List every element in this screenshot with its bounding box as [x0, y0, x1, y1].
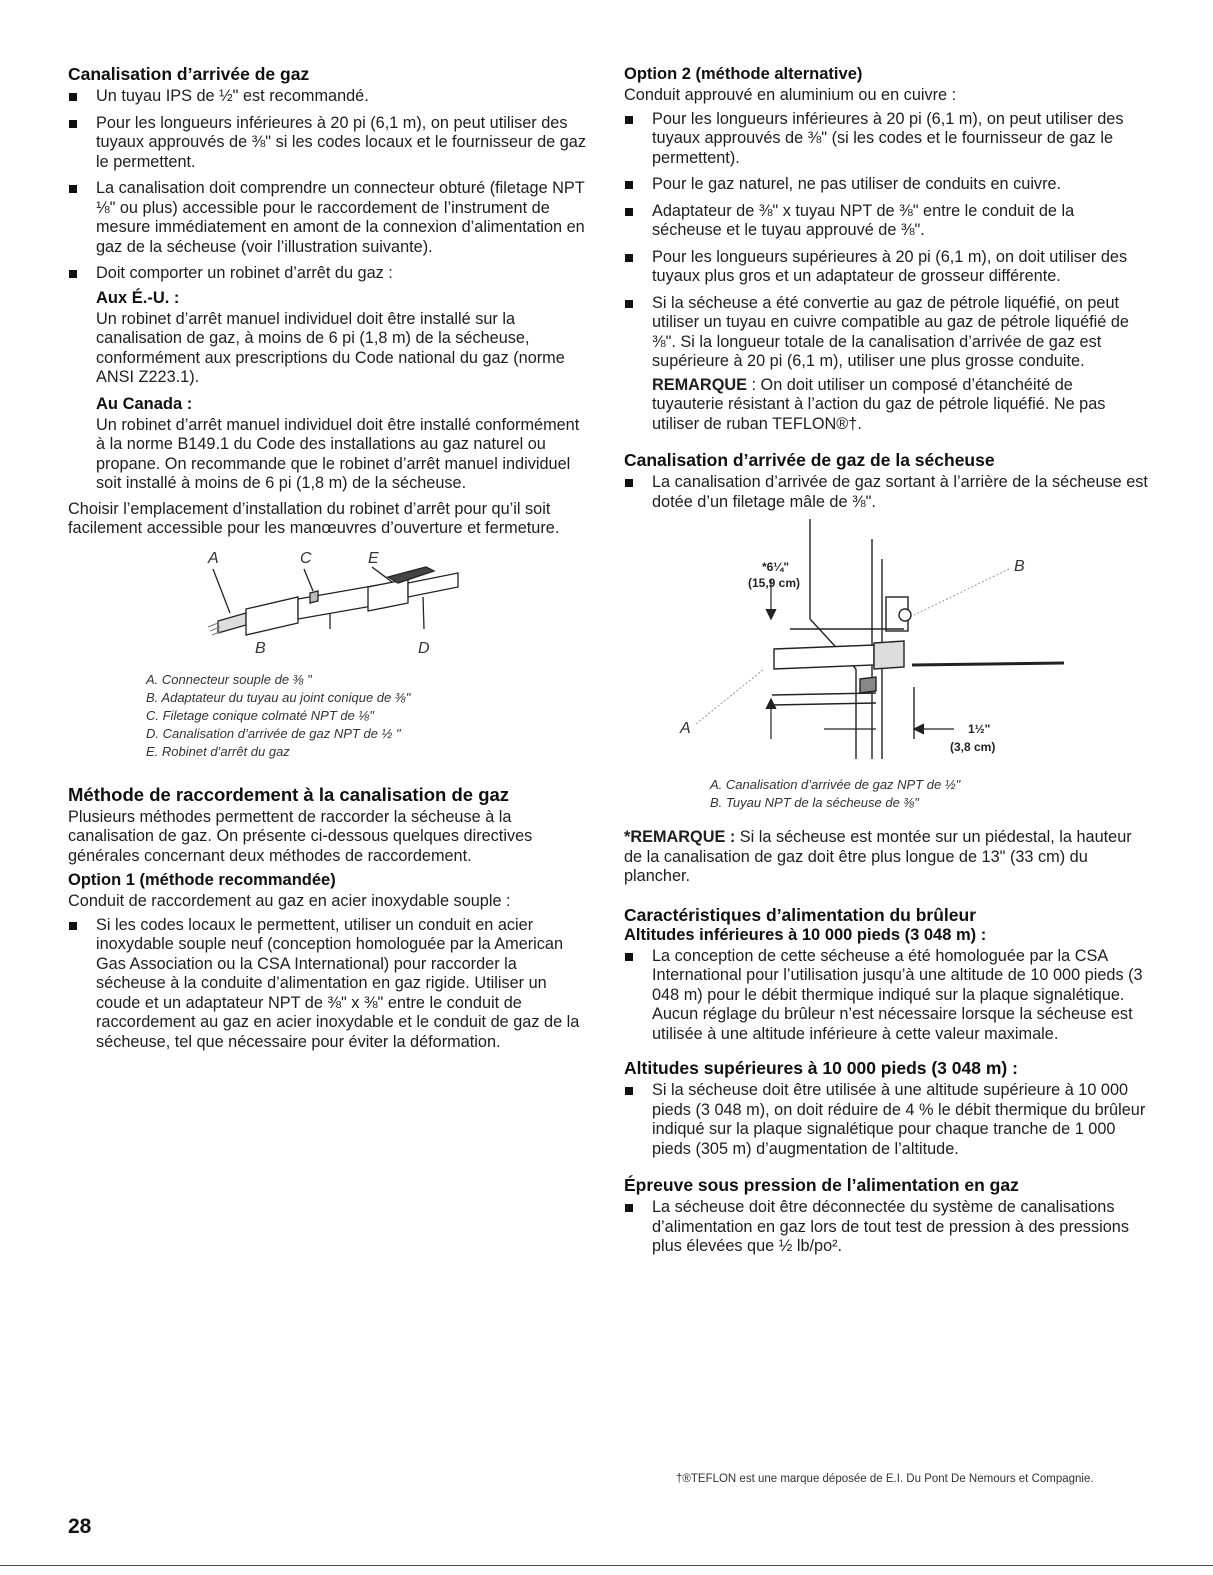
high-altitude-heading: Altitudes supérieures à 10 000 pieds (3 048 m) :	[624, 1058, 1018, 1078]
list-item: Pour les longueurs supérieures à 20 pi (6,1 m), on doit utiliser des tuyaux plus gros et un adaptateur de grosseur différente.	[624, 248, 1148, 287]
figure-label-e: E	[368, 549, 379, 567]
list-item: La conception de cette sécheuse a été homologuée par la CSA International pour l’utilisation jusqu’à une altitude de 10 000 pieds (3 048 m) pour le débit thermique indiqué sur la plaque signalétique. Aucun réglage du brûleur n’est nécessaire lorsque la sécheuse est utilisée à une altitude inférieure à cette valeur maximale.	[624, 947, 1148, 1045]
shutoff-valve-requirements	[68, 288, 588, 494]
remark-label: *REMARQUE :	[624, 828, 736, 846]
dryer-pipe-figure	[624, 519, 1148, 774]
caption: B. Tuyau NPT de la sécheuse de ⅜"	[710, 795, 919, 810]
valve-location-text: Choisir l’emplacement d’installation du robinet d’arrêt pour qu’il soit facilement accessible pour les manœuvres d’ouverture et fermeture.	[68, 499, 560, 537]
method-heading: Méthode de raccordement à la canalisation de gaz	[68, 783, 510, 805]
dim-top-label: *6¼"	[762, 560, 790, 574]
right-column	[624, 64, 1148, 1264]
page-number: 28	[68, 1515, 92, 1538]
figure-label-a: A	[680, 720, 691, 737]
figure-label-d: D	[418, 639, 430, 657]
burner-heading: Caractéristiques d’alimentation du brûleur	[624, 904, 977, 925]
canada-text: Un robinet d’arrêt manuel individuel doit être installé conformément à la norme B149.1 du Code des installations au gaz naturel ou propane. On recommande que le robinet d’arrêt manuel individuel soit installé à moins de 6 pi (1,8 m) de la sécheuse.	[96, 415, 580, 492]
pedestal-remark	[624, 828, 1148, 887]
remark-text: Si la sécheuse est montée sur un piédestal, la hauteur de la canalisation de gaz doit être plus longue de 13" (33 cm) du plancher.	[624, 828, 1132, 885]
caption: C. Filetage conique colmaté NPT de ⅛"	[146, 707, 374, 723]
gas-line-heading: Canalisation d’arrivée de gaz	[68, 64, 310, 84]
list-item: Si les codes locaux le permettent, utiliser un conduit en acier inoxydable souple neuf (conception homologuée par la American Gas Association ou la CSA International) pour raccorder la sécheuse à la conduite d’alimentation en gaz rigide. Utiliser un coude et un adaptateur NPT de ⅜" x ⅜" entre le conduit de raccordement au gaz en acier inoxydable et le conduit de gaz de la sécheuse, tel que nécessaire pour éviter la déformation.	[68, 916, 588, 1053]
bottom-rule	[0, 1565, 1213, 1566]
dim-bottom-label: 1½"	[968, 722, 991, 736]
left-column	[68, 64, 588, 1059]
note-label: REMARQUE	[652, 375, 747, 394]
canada-heading: Au Canada :	[96, 394, 193, 413]
list-item: Pour les longueurs inférieures à 20 pi (6,1 m), on peut utiliser des tuyaux approuvés de ⅜" si les codes locaux et le fournisseur de gaz le permettent.	[68, 114, 588, 173]
list-item: La sécheuse doit être déconnectée du système de canalisations d’alimentation en gaz lors de tout test de pression à des pressions plus élevées que ½ lb/po².	[624, 1198, 1148, 1257]
option1-intro: Conduit de raccordement au gaz en acier inoxydable souple :	[68, 892, 511, 910]
list-item: Si la sécheuse doit être utilisée à une altitude supérieure à 10 000 pieds (3 048 m), on doit réduire de 4 % le débit thermique du brûleur indiqué sur la plaque signalétique pour chaque tranche de 1 000 pieds (305 m) d’augmentation de l’altitude.	[624, 1081, 1148, 1159]
option2-heading: Option 2 (méthode alternative)	[624, 65, 863, 83]
dim-bottom-metric-label: (3,8 cm)	[950, 740, 996, 754]
dryer-line-heading: Canalisation d’arrivée de gaz de la sécheuse	[624, 450, 995, 470]
list-item: Si la sécheuse a été convertie au gaz de pétrole liquéfié, on peut utiliser un tuyau en cuivre compatible au gaz de pétrole liquéfié de ⅜". Si la longueur totale de la canalisation d’arrivée de gaz est supérieure à 20 pi (6,1 m), utiliser une plus grosse conduite.	[624, 294, 1148, 372]
list-item: Pour le gaz naturel, ne pas utiliser de conduits en cuivre.	[624, 175, 1148, 195]
caption: D. Canalisation d’arrivée de gaz NPT de ½ "	[146, 725, 401, 741]
teflon-footnote: †®TEFLON est une marque déposée de E.I. Du Pont De Nemours et Compagnie.	[676, 1473, 1094, 1485]
gas-line-list	[68, 87, 588, 284]
list-item: La canalisation doit comprendre un connecteur obturé (filetage NPT ⅛" ou plus) accessible pour le raccordement de l’instrument de mesure immédiatement en amont de la connexion d’alimentation en gaz de la sécheuse (voir l’illustration suivante).	[68, 179, 588, 257]
caption: A. Canalisation d’arrivée de gaz NPT de ½"	[710, 777, 961, 792]
us-text: Un robinet d’arrêt manuel individuel doit être installé sur la canalisation de gaz, à moins de 6 pi (1,8 m) de la sécheuse, conformément aux prescriptions du Code national du gaz (norme ANSI Z223.1).	[96, 309, 565, 386]
dim-top-metric-label: (15,9 cm)	[748, 576, 801, 590]
option1-list	[68, 916, 588, 1053]
method-intro: Plusieurs méthodes permettent de raccorder la sécheuse à la canalisation de gaz. On présente ci-dessous quelques directives générales concernant deux méthodes de raccordement.	[68, 807, 533, 865]
option2-list	[624, 110, 1148, 372]
pressure-test-heading: Épreuve sous pression de l’alimentation en gaz	[624, 1175, 1019, 1195]
pressure-test-list	[624, 1198, 1148, 1257]
dryer-line-list	[624, 473, 1148, 512]
option2-intro: Conduit approuvé en aluminium ou en cuivre :	[624, 86, 957, 104]
low-altitude-list	[624, 947, 1148, 1045]
caption: E. Robinet d’arrêt du gaz	[146, 743, 290, 759]
list-item: Adaptateur de ⅜" x tuyau NPT de ⅜" entre le conduit de la sécheuse et le tuyau approuvé de ⅜".	[624, 202, 1148, 241]
option2-note	[624, 376, 1148, 435]
figure2-captions	[624, 776, 1148, 812]
figure-label-b: B	[255, 639, 266, 657]
option1-heading: Option 1 (méthode recommandée)	[68, 871, 336, 889]
us-heading: Aux É.-U. :	[96, 288, 180, 307]
caption: A. Connecteur souple de ⅜ "	[146, 671, 312, 687]
figure-label-b: B	[1014, 558, 1025, 575]
figure-label-c: C	[300, 549, 312, 567]
high-altitude-list	[624, 1081, 1148, 1159]
note-text: : On doit utiliser un composé d’étanchéité de tuyauterie résistant à l’action du gaz de pétrole liquéfié. Ne pas utiliser de ruban TEFLON®†.	[652, 375, 1106, 433]
list-item: Pour les longueurs inférieures à 20 pi (6,1 m), on peut utiliser des tuyaux approuvés de ⅜" (si les codes et le fournisseur de gaz le permettent).	[624, 110, 1148, 169]
list-item: Doit comporter un robinet d’arrêt du gaz :	[68, 264, 588, 284]
list-item: Un tuyau IPS de ½" est recommandé.	[68, 87, 588, 107]
caption: B. Adaptateur du tuyau au joint conique de ⅜"	[146, 689, 411, 705]
connector-figure	[68, 543, 588, 663]
figure1-captions	[68, 671, 588, 761]
figure-label-a: A	[208, 549, 219, 567]
low-altitude-heading: Altitudes inférieures à 10 000 pieds (3 048 m) :	[624, 925, 987, 944]
list-item: La canalisation d’arrivée de gaz sortant à l’arrière de la sécheuse est dotée d’un filetage mâle de ⅜".	[624, 473, 1148, 512]
